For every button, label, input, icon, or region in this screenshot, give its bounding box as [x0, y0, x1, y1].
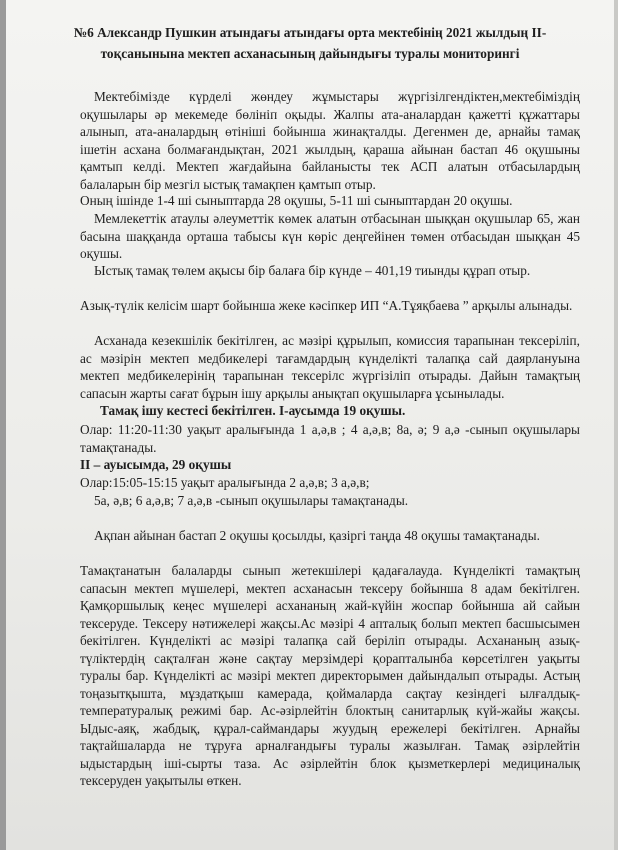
paragraph-shift-two-classes: 5а, ә,в; 6 а,ә,в; 7 а,ә,в -сынып оқушылары тамақтанады. [94, 493, 409, 508]
paragraph-shift-one: Олар: 11:20-11:30 уақыт аралығында 1 а,ә,в ; 4 а,ә,в; 8а, ә; 9 а,ә -сынып оқушылары тамақтанады. [80, 422, 580, 455]
paragraph-grade-counts: Оның ішінде 1-4 ші сыныптарда 28 оқушы, 5-11 ші сыныптардан 20 оқушы. [80, 193, 513, 208]
page-shadow-right [614, 0, 618, 850]
paragraph-supplier: Азық-түлік келісім шарт бойынша жеке кәсіпкер ИП “А.Тұяқбаева ” арқылы алынады. [80, 298, 573, 313]
paragraph-social-aid: Мемлекеттік атаулы әлеуметтік көмек алатын отбасынан шыққан оқушылар 65, жан басына шаққанда орташа табысы күн көріс деңгейінен төмен отбасыдан шыққан 45 оқушы. [80, 211, 580, 261]
paragraph-supervision: Тамақтанатын балаларды сынып жетекшілері қадағалауда. Күнделікті тамақтың сапасын мектеп мүшелері, мектеп асханасын тексеру бойынша 8 адам бекітілген. Қамқоршылық кеңес мүшелері асхананың жай-күйін жоспар бойынша ай сайын тексеруде. Тексеру нәтижелері жақсы.Ас мәзірі 4 апталық болып мектеп басшысымен бекітілген. Күнделікті ас мәзірі талапқа сай беріліп отырады. Асхананың азық-түліктердің сақталған және сақтау мерзімдері қорапталынба көрсетілген уақыты туралы бар. Күнделікті ас мәзірі мектеп директорымен дайындалып отырады. Астың тоңазытқышта, мұздатқыш камерада, қоймаларда сақтау кезіндегі ылғалдық-температуралық режимі бар. Ас-әзірлейтін блоктың санитарлық күй-жайы жақсы. Ыдыс-аяқ, жабдық, құрал-саймандары жуудың ережелері бекітілген. Арнайы тақтайшаларда не тұруға арналғандығы туралы жазылған. Тамақ әзірлейтін ыдыстардың іші-сырты таза. Ас әзірлейтін блок қызметкерлері медициналық тексеруден уақытылы өткен. [80, 563, 580, 788]
paragraph-shift-two-time: Олар:15:05-15:15 уақыт аралығында 2 а,ә,в; 3 а,ә,в; [80, 475, 370, 490]
paragraph-schedule-heading: Тамақ ішу кестесі бекітілген. І-аусымда 19 оқушы. [100, 403, 406, 418]
page-shadow-left [0, 0, 6, 850]
paragraph-canteen-duty: Асханада кезекшілік бекітілген, ас мәзірі құрылып, комиссия тарапынан тексеріліп, ас мәзірін мектеп медбикелері тағамдардың күнделікті талапқа сай даярлануына мектеп медбикелерінің тарапынан тексерілс жүргізіліп отырады. Дайын тамақтың сапасын жарты сағат бұрын ішу арқылы анықтап оқушыларға ұсынылады. [80, 333, 580, 401]
paragraph-february: Ақпан айынан бастап 2 оқушы қосылды, қазіргі таңда 48 оқушы тамақтанады. [94, 528, 540, 543]
paragraph-meal-cost: Ыстық тамақ төлем ақысы бір балаға бір күнде – 401,19 тиынды құрап отыр. [94, 263, 531, 278]
document-title: №6 Александр Пушкин атындағы атындағы орта мектебінің 2021 жылдың ІІ-тоқсанынына мектеп асханасының дайындығы туралы мониторингі [73, 25, 547, 61]
paragraph-intro: Мектебімізде күрделі жөндеу жұмыстары жүргізілгендіктен,мектебіміздің оқушылары әр мекемеде бөлініп оқыды. Жалпы ата-аналардан қажетті құжаттары алынып, ата-аналардың өтініші бойынша жинақталды. Дегенмен де, арнайы тамақ ішетін асхана болмағандықтан, 2021 жылдың, қараша айынан бастап 46 оқушыны қамтып келді. Мектеп жағдайына байланысты тек АСП алатын отбасылардың балаларын бір мезгіл ыстық тамақпен қамтып отыр. [80, 89, 580, 192]
paragraph-shift-two-heading: ІІ – ауысымда, 29 оқушы [80, 457, 232, 472]
